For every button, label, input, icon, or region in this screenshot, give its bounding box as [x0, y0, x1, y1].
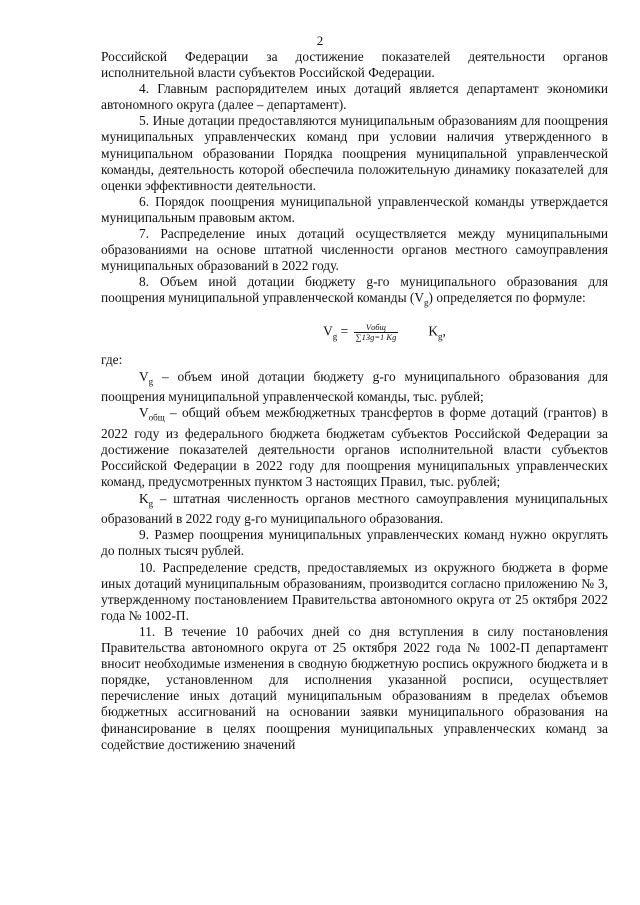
- definition-kg-symbol: K: [139, 490, 149, 506]
- paragraph-continuation: Российской Федерации за достижение показателей деятельности органов исполнительной власти субъектов Российской Федерации.: [101, 49, 608, 81]
- formula-lhs: V: [323, 323, 333, 339]
- paragraph-4: 4. Главным распорядителем иных дотаций является департамент экономики автономного округа (далее – департамент).: [101, 81, 608, 113]
- formula-fraction: [354, 323, 399, 342]
- paragraph-8-text-b: ) определяется по формуле:: [428, 290, 586, 306]
- definition-kg-subscript: g: [148, 498, 154, 509]
- definition-vobsh: [101, 405, 608, 490]
- paragraph-6: 6. Порядок поощрения муниципальной управленческой команды утверждается муниципальным правовым актом.: [101, 193, 608, 225]
- where-label: где:: [101, 352, 123, 368]
- document-body: [101, 49, 608, 753]
- definition-vg-subscript: g: [148, 376, 154, 387]
- paragraph-8-text-a: 8. Объем иной дотации бюджету g-го муниципального образования для поощрения муниципальной управленческой команды (V: [101, 274, 608, 306]
- formula-rhs-tail: ,: [442, 323, 446, 339]
- paragraph-10: 10. Распределение средств, предоставляемых из окружного бюджета в форме иных дотаций муниципальным образованиям, производится согласно приложению № 3, утвержденному постановлением Правительства автономного округа от 25 октября 2022 года № 1002-П.: [101, 559, 608, 623]
- definition-vg-symbol: V: [139, 368, 149, 384]
- formula-numerator: Vобщ: [354, 323, 399, 333]
- formula: [101, 323, 608, 344]
- formula-denominator: ∑13g=1 Kg: [355, 332, 397, 343]
- formula-rhs: K: [428, 323, 439, 339]
- definition-vg: [101, 369, 608, 406]
- definition-vg-text: – объем иной дотации бюджету g-го муниципального образования для поощрения муниципальной управленческой команды, тыс. рублей;: [101, 368, 608, 405]
- formula-lhs-subscript: g: [332, 331, 338, 342]
- paragraph-8: [101, 274, 608, 311]
- definition-kg: [101, 491, 608, 528]
- paragraph-9: 9. Размер поощрения муниципальных управленческих команд нужно округлять до полных тысяч рублей.: [101, 527, 608, 559]
- paragraph-11: 11. В течение 10 рабочих дней со дня вступления в силу постановления Правительства автономного округа от 25 октября 2022 года № 1002-П департамент вносит необходимые изменения в сводную бюджетную роспись окружного бюджета и в порядке, установленном для исполнения указанной росписи, осуществляет перечисление иных дотаций муниципальным образованиям в пределах объемов бюджетных ассигнований на основании заявки муниципального образования на финансирование в целях поощрения муниципальных управленческих команд за содействие достижению значений: [101, 623, 608, 752]
- paragraph-5: 5. Иные дотации предоставляются муниципальным образованиям для поощрения муниципальных управленческих команд при условии наличия утвержденного в муниципальном образовании Порядка поощрения муниципальной управленческой команды, деятельность которой обеспечила положительную динамику показателей для оценки эффективности деятельности.: [101, 113, 608, 193]
- definition-kg-text: – штатная численность органов местного самоуправления муниципальных образований в 2022 году g-го муниципального образования.: [101, 490, 608, 527]
- formula-rhs-subscript: g: [438, 331, 443, 342]
- paragraph-7: 7. Распределение иных дотаций осуществляется между муниципальными образованиями на основе штатной численности органов местного самоуправления муниципальных образований в 2022 году.: [101, 226, 608, 274]
- definition-vobsh-text: – общий объем межбюджетных трансфертов в форме дотаций (грантов) в 2022 году из федерального бюджета бюджетам субъектов Российской Федерации за достижение показателей деятельности органов исполнительной власти субъектов Российской Федерации в 2022 году для поощрения муниципальных управленческих команд, предусмотренных пунктом 3 настоящих Правил, тыс. рублей;: [101, 405, 608, 490]
- definition-vobsh-symbol: V: [139, 405, 149, 421]
- paragraph-8-subscript: g: [424, 298, 429, 309]
- page-number: 2: [316, 33, 324, 48]
- definition-vobsh-subscript: общ: [148, 413, 165, 424]
- formula-equals: =: [337, 323, 352, 339]
